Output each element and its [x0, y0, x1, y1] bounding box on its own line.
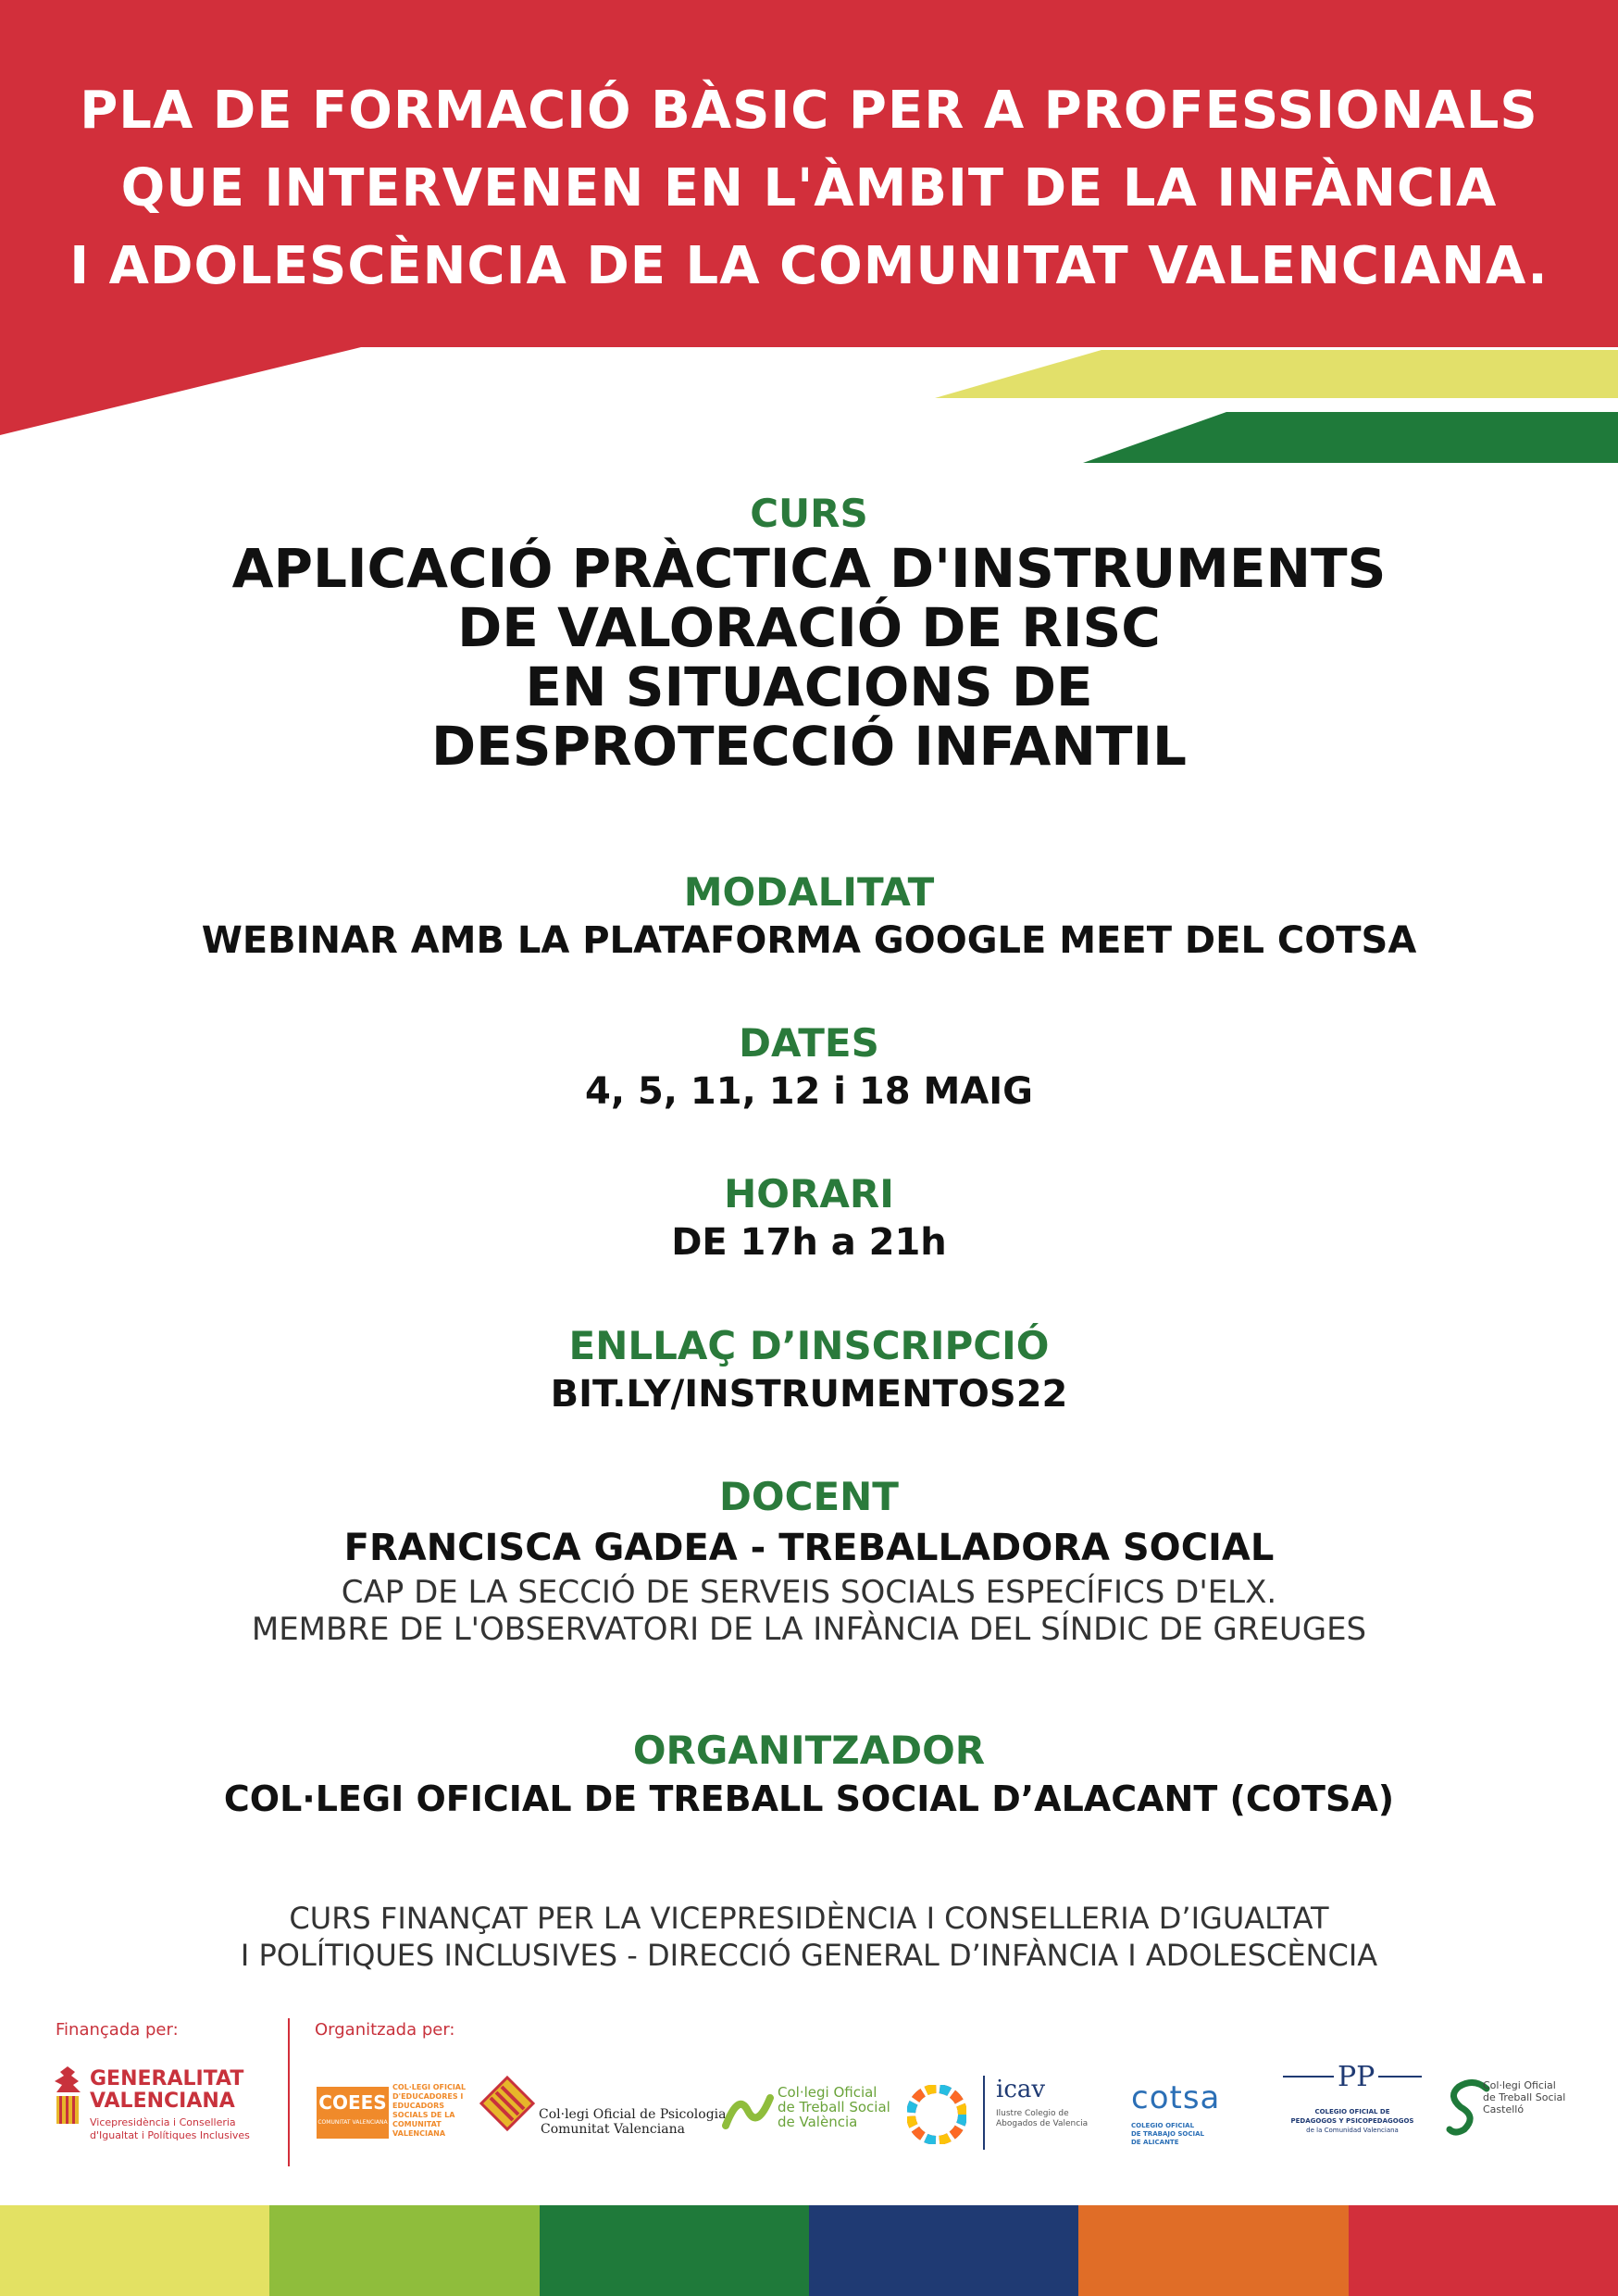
coees-text-line: VALENCIANA	[392, 2129, 446, 2138]
generalitat-sub-line: Vicepresidència i Conselleria	[90, 2116, 236, 2128]
psicologia-text	[539, 2107, 727, 2137]
psicologia-logo	[479, 2076, 727, 2159]
banner-line: PLA DE FORMACIÓ BÀSIC PER A PROFESSIONALS	[80, 81, 1538, 141]
footer-color-stripes	[0, 2205, 1618, 2296]
pedagogos-mark: PP	[1334, 2061, 1378, 2093]
cotsa-name: cotsa	[1131, 2079, 1221, 2116]
teacher-detail-line: MEMBRE DE L'OBSERVATORI DE LA INFÀNCIA DEL SÍNDIC DE GREUGES	[251, 1611, 1367, 1648]
course-title-line: APLICACIÓ PRÀCTICA D'INSTRUMENTS	[231, 537, 1387, 600]
stripe-yellow	[0, 2205, 269, 2296]
teacher-name: FRANCISCA GADEA - TREBALLADORA SOCIAL	[343, 1527, 1275, 1569]
coees-text-line: COMUNITAT	[392, 2120, 442, 2128]
pedagogos-line: COLEGIO OFICIAL DE	[1314, 2108, 1390, 2115]
psicologia-line: Comunitat Valenciana	[541, 2122, 685, 2137]
stripe-orange	[1078, 2205, 1348, 2296]
icav-text	[996, 2109, 1088, 2129]
course-label: CURS	[750, 491, 868, 536]
pedagogos-line: de la Comunidad Valenciana	[1306, 2127, 1399, 2134]
course-section	[0, 489, 1618, 776]
castello-logo	[1446, 2076, 1585, 2159]
course-title-line: EN SITUACIONS DE	[525, 655, 1093, 718]
coees-text-line: SOCIALS DE LA	[392, 2111, 455, 2119]
course-title	[0, 539, 1618, 776]
sdg-wheel-icon	[907, 2085, 966, 2144]
dates-label: DATES	[739, 1020, 879, 1066]
castello-line: Col·legi Oficial	[1483, 2079, 1556, 2091]
coees-badge-sub: COMUNITAT VALENCIANA	[317, 2119, 388, 2126]
icav-bar	[983, 2076, 985, 2150]
organizer-value: COL·LEGI OFICIAL DE TREBALL SOCIAL D’ALACANT (COTSA)	[223, 1778, 1395, 1819]
treball-valencia-logo	[720, 2083, 890, 2157]
psicologia-line: Col·legi Oficial de Psicologia	[539, 2107, 727, 2122]
generalitat-shield-icon	[51, 2065, 84, 2129]
generalitat-name	[90, 2068, 243, 2113]
castello-line: Castelló	[1483, 2103, 1525, 2115]
cotsa-line: DE TRABAJO SOCIAL	[1131, 2130, 1204, 2138]
stripe-navy	[809, 2205, 1078, 2296]
icav-name: icav	[996, 2076, 1046, 2103]
teacher-detail-line: CAP DE LA SECCIÓ DE SERVEIS SOCIALS ESPECÍFICS D'ELX.	[341, 1574, 1277, 1611]
pedagogos-logo	[1283, 2061, 1431, 2163]
coees-text-line: EDUCADORS	[392, 2102, 445, 2110]
registration-section	[0, 1321, 1618, 1417]
organizer-label: ORGANITZADOR	[632, 1728, 986, 1773]
psicologia-emblem-icon	[479, 2076, 535, 2131]
funding-line: CURS FINANÇAT PER LA VICEPRESIDÈNCIA I CONSELLERIA D’IGUALTAT	[289, 1901, 1329, 1936]
course-title-line: DESPROTECCIÓ INFANTIL	[430, 715, 1188, 778]
schedule-value: DE 17h a 21h	[671, 1221, 947, 1264]
pedagogos-line: PEDAGOGOS Y PSICOPEDAGOGOS	[1290, 2117, 1414, 2125]
banner-yellow-stripe	[935, 350, 1618, 398]
schedule-label: HORARI	[724, 1171, 894, 1217]
coees-badge	[317, 2087, 389, 2139]
banner-line: I ADOLESCÈNCIA DE LA COMUNITAT VALENCIANA.	[69, 236, 1549, 296]
coees-logo	[317, 2083, 465, 2157]
banner-line: QUE INTERVENEN EN L'ÀMBIT DE LA INFÀNCIA	[120, 158, 1498, 218]
modality-section	[0, 867, 1618, 964]
registration-label: ENLLAÇ D’INSCRIPCIÓ	[568, 1323, 1050, 1368]
treball-valencia-text	[778, 2085, 890, 2129]
modality-value: WEBINAR AMB LA PLATAFORMA GOOGLE MEET DEL COTSA	[201, 919, 1417, 962]
funded-by-label: Finançada per:	[56, 2020, 179, 2040]
banner-title	[0, 72, 1618, 306]
dates-section	[0, 1018, 1618, 1115]
coees-text-line: D'EDUCADORES I	[392, 2092, 464, 2101]
dates-value: 4, 5, 11, 12 i 18 MAIG	[585, 1070, 1033, 1113]
coees-text-line: COL·LEGI OFICIAL	[392, 2083, 467, 2091]
cotsa-logo	[1131, 2079, 1270, 2163]
schedule-section	[0, 1169, 1618, 1266]
coees-text	[392, 2083, 466, 2139]
cotsa-line: DE ALICANTE	[1131, 2139, 1179, 2146]
sponsor-divider	[288, 2018, 290, 2166]
cotsa-text	[1131, 2122, 1204, 2147]
treball-valencia-line: de València	[778, 2114, 858, 2130]
organized-by-label: Organitzada per:	[315, 2020, 455, 2040]
castello-text	[1483, 2079, 1565, 2115]
teacher-label: DOCENT	[719, 1474, 899, 1519]
treball-valencia-line: de Treball Social	[778, 2099, 890, 2115]
banner-green-stripe	[1083, 412, 1618, 463]
icav-line: Abogados de Valencia	[996, 2119, 1089, 2128]
course-title-line: DE VALORACIÓ DE RISC	[457, 596, 1161, 659]
generalitat-sub-line: d'Igualtat i Polítiques Inclusives	[90, 2129, 250, 2141]
treball-valencia-mark-icon	[720, 2089, 776, 2135]
modality-label: MODALITAT	[683, 869, 935, 915]
generalitat-name-line: VALENCIANA	[90, 2090, 235, 2113]
registration-link[interactable]: BIT.LY/INSTRUMENTOS22	[550, 1373, 1068, 1416]
pedagogos-text	[1283, 2107, 1422, 2135]
icav-line: Ilustre Colegio de	[996, 2109, 1069, 2118]
funding-line: I POLÍTIQUES INCLUSIVES - DIRECCIÓ GENERAL D’INFÀNCIA I ADOLESCÈNCIA	[240, 1938, 1378, 1973]
stripe-light-green	[269, 2205, 539, 2296]
sponsor-logos	[0, 2009, 1618, 2194]
stripe-red	[1349, 2205, 1618, 2296]
treball-valencia-line: Col·legi Oficial	[778, 2084, 877, 2101]
teacher-section	[0, 1472, 1618, 1648]
coees-badge-text: COEES	[318, 2091, 387, 2114]
funding-note	[0, 1900, 1618, 1974]
cotsa-line: COLEGIO OFICIAL	[1131, 2122, 1195, 2129]
teacher-detail	[0, 1574, 1618, 1648]
generalitat-logo	[51, 2065, 273, 2157]
header-banner	[0, 0, 1618, 472]
stripe-dark-green	[540, 2205, 809, 2296]
icav-logo	[983, 2076, 1113, 2159]
organizer-section	[0, 1726, 1618, 1822]
generalitat-name-line: GENERALITAT	[90, 2067, 244, 2090]
castello-line: de Treball Social	[1483, 2091, 1566, 2103]
generalitat-sub	[90, 2116, 250, 2142]
